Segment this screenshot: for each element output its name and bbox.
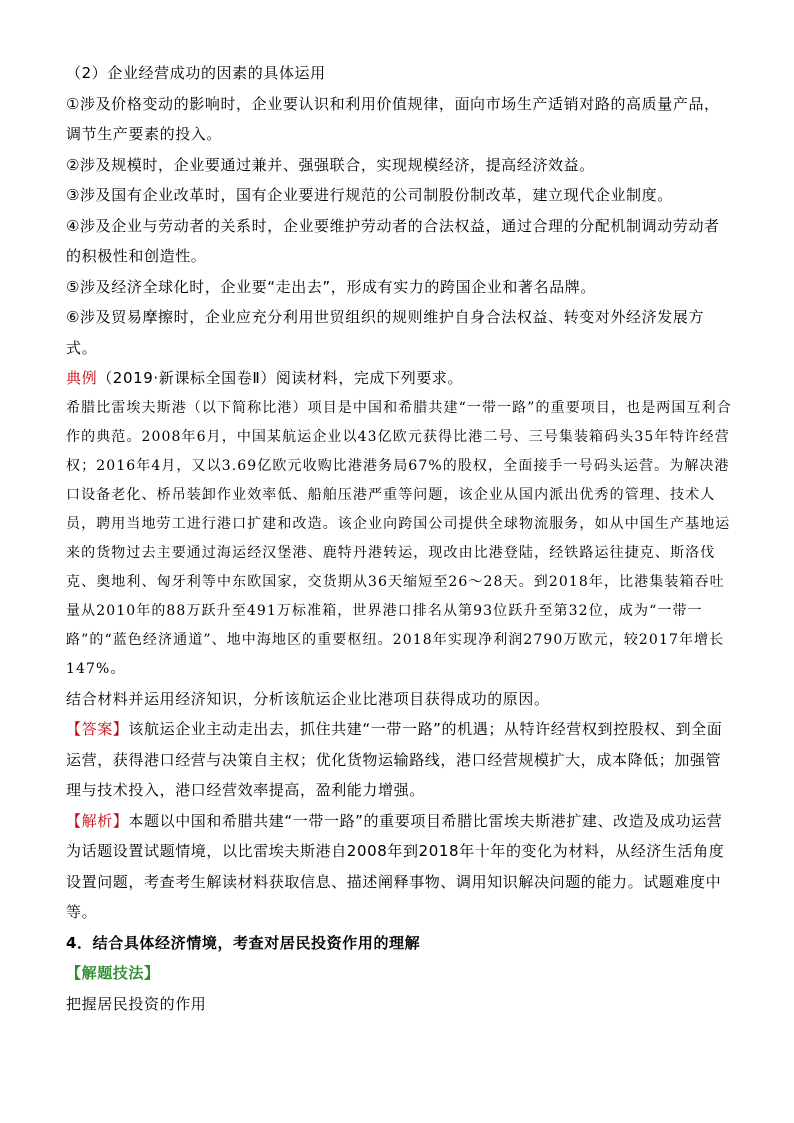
material-text: 希腊比雷埃夫斯港（以下简称比港）项目是中国和希腊共建“一带一路”的重要项目，也是两国互利合作的典范。2008年6月，中国某航运企业以43亿欧元获得比港二号、三号集装箱码头35年特许经营权；2016年4月，又以3.69亿欧元收购比港港务局67%的股权，全面接手一号码头运营。为解决港口设备老化、桥吊装卸作业效率低、船舶压港严重等问题，该企业从国内派出优秀的管理、技术人员，聘用当地劳工进行港口扩建和改造。该企业向跨国公司提供全球物流服务，如从中国生产基地运来的货物过去主要通过海运经汉堡港、鹿特丹港转运，现改由比港登陆，经铁路运往捷克、斯洛伐克、奥地利、匈牙利等中东欧国家，交货期从36天缩短至26～28天。到2018年，比港集装箱吞吐量从2010年的88万跃升至491万标准箱，世界港口排名从第93位跃升至第32位，成为“一带一路”的“蓝色经济通道”、地中海地区的重要枢纽。2018年实现净利润2790万欧元，较2017年增长147%。 [66,399,732,677]
question-text: 结合材料并运用经济知识，分析该航运企业比港项目获得成功的原因。 [66,689,550,708]
analysis-block [66,806,734,928]
point-3: ③涉及国有企业改革时，国有企业要进行规范的公司制股份制改革，建立现代企业制度。 [66,186,673,204]
point-2: ②涉及规模时，企业要通过兼并、强强联合，实现规模经济，提高经济效益。 [66,155,595,174]
point-4: ④涉及企业与劳动者的关系时，企业要维护劳动者的合法权益，通过合理的分配机制调动劳动者的积极性和创造性。 [66,216,720,265]
point-5: ⑤涉及经济全球化时，企业要“走出去”，形成有实力的跨国企业和著名品牌。 [66,277,596,296]
example-label: 典例 [66,369,98,387]
answer-block [66,714,734,806]
analysis-text: 本题以中国和希腊共建“一带一路”的重要项目希腊比雷埃夫斯港扩建、改造及成功运营为话题设置试题情境，以比雷埃夫斯港自2008年到2018年十年的变化为材料，从经济生活角度设置问题，考查考生解读材料获取信息、描述阐释事物、调用知识解决问题的能力。试题难度中等。 [66,811,725,921]
tips-label: 【解题技法】 [66,964,160,982]
analysis-label: 【解析】 [66,811,129,830]
answer-text: 该航运企业主动走出去，抓住共建“一带一路”的机遇；从特许经营权到控股权、到全面运营，获得港口经营与决策自主权；优化货物运输路线，港口经营规模扩大，成本降低；加强管理与技术投入，港口经营效率提高，盈利能力增强。 [66,720,723,799]
point-6: ⑥涉及贸易摩擦时，企业应充分利用世贸组织的规则维护自身合法权益、转变对外经济发展方式。 [66,308,705,357]
point-1: ①涉及价格变动的影响时，企业要认识和利用价值规律，面向市场生产适销对路的高质量产品，调节生产要素的投入。 [66,94,720,143]
example-source: （2019·新课标全国卷Ⅱ）阅读材料，完成下列要求。 [97,369,464,387]
answer-label: 【答案】 [66,720,129,738]
section4-heading: 4．结合具体经济情境，考查对居民投资作用的理解 [66,933,421,952]
document-page [66,58,734,1019]
final-line: 把握居民投资的作用 [66,994,207,1013]
example-line [66,363,734,394]
section-heading: （2）企业经营成功的因素的具体运用 [66,64,326,82]
